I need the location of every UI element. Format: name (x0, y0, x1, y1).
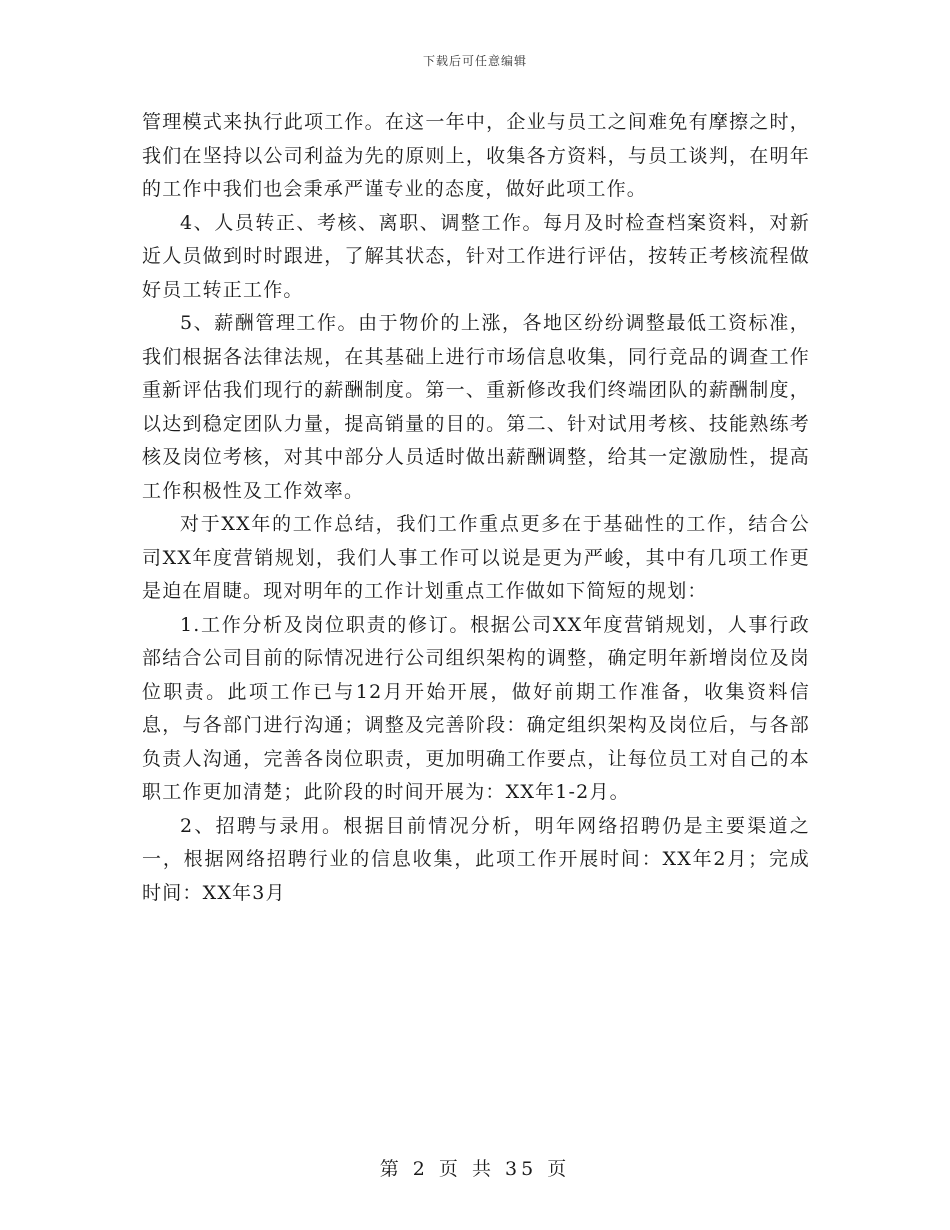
paragraph-item-5: 5、薪酬管理工作。由于物价的上涨，各地区纷纷调整最低工资标准，我们根据各法律法规，在其基础上进行市场信息收集，同行竞品的调查工作重新评估我们现行的薪酬制度。第一、重新修改我们终端团队的薪酬制度，以达到稳定团队力量，提高销量的目的。第二、针对试用考核、技能熟练考核及岗位考核，对其中部分人员适时做出薪酬调整，给其一定激励性，提高工作积极性及工作效率。 (142, 312, 810, 502)
header-note: 下载后可任意编辑 (422, 54, 527, 68)
page-number-footer: 第 2 页 共 35 页 (379, 1158, 571, 1180)
document-body (142, 106, 810, 910)
paragraph-plan-1: 1.工作分析及岗位职责的修订。根据公司XX年度营销规划，人事行政部结合公司目前的际情况进行公司组织架构的调整，确定明年新增岗位及岗位职责。此项工作已与12月开始开展，做好前期工作准备，收集资料信息，与各部门进行沟通；调整及完善阶段：确定组织架构及岗位后，与各部负责人沟通，完善各岗位职责，更加明确工作要点，让每位员工对自己的本职工作更加清楚；此阶段的时间开展为：XX年1-2月。 (142, 613, 810, 803)
paragraph-plan-2: 2、招聘与录用。根据目前情况分析，明年网络招聘仍是主要渠道之一，根据网络招聘行业的信息收集，此项工作开展时间：XX年2月；完成时间：XX年3月 (142, 814, 810, 904)
paragraph-item-4: 4、人员转正、考核、离职、调整工作。每月及时检查档案资料，对新近人员做到时时跟进，了解其状态，针对工作进行评估，按转正考核流程做好员工转正工作。 (142, 211, 810, 301)
paragraph-continuation: 管理模式来执行此项工作。在这一年中，企业与员工之间难免有摩擦之时，我们在坚持以公司利益为先的原则上，收集各方资料，与员工谈判，在明年的工作中我们也会秉承严谨专业的态度，做好此项工作。 (142, 111, 810, 200)
paragraph-summary: 对于XX年的工作总结，我们工作重点更多在于基础性的工作，结合公司XX年度营销规划，我们人事工作可以说是更为严峻，其中有几项工作更是迫在眉睫。现对明年的工作计划重点工作做如下简短的规划： (142, 513, 810, 602)
